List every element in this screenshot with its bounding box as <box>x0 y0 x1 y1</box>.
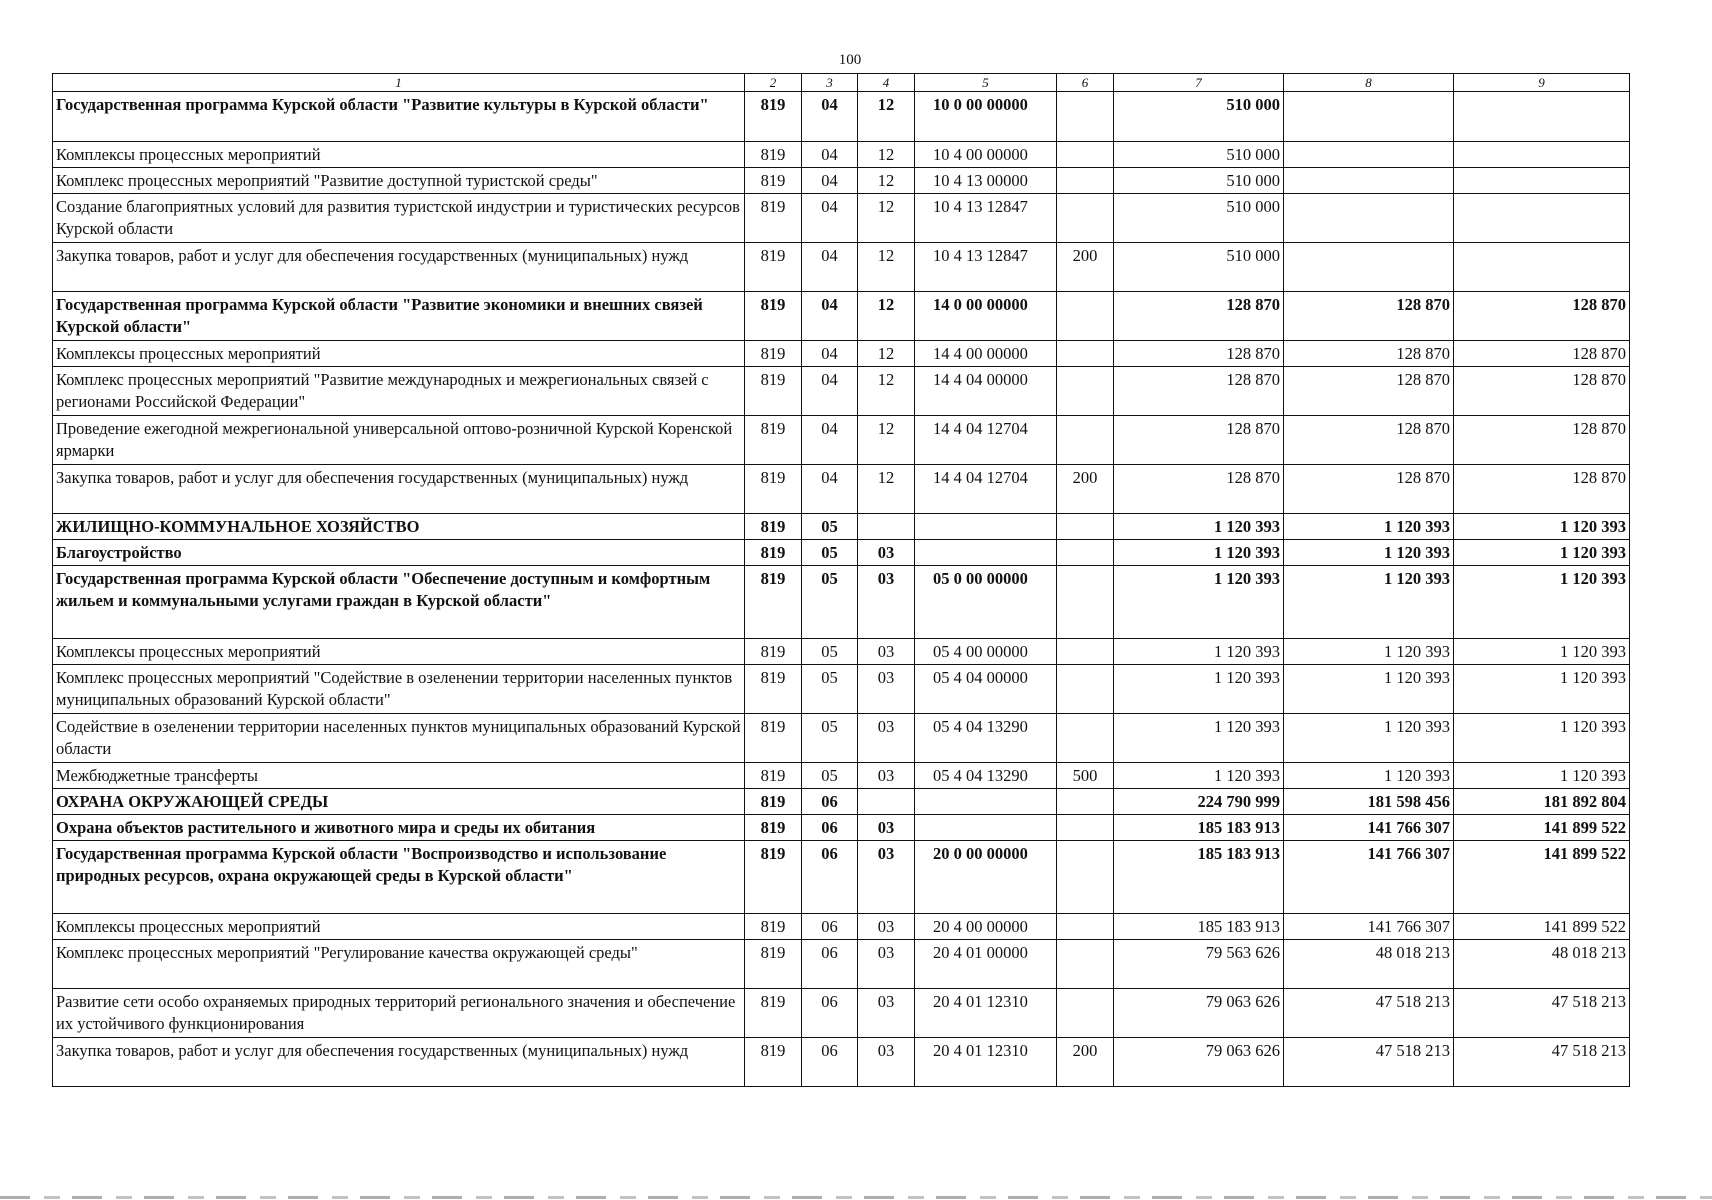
amount-col8-cell: 141 766 307 <box>1284 914 1454 940</box>
target-article-cell: 14 0 00 00000 <box>915 292 1057 341</box>
admin-code-cell: 819 <box>745 292 802 341</box>
admin-code-cell: 819 <box>745 815 802 841</box>
admin-code-cell: 819 <box>745 763 802 789</box>
admin-code-cell: 819 <box>745 989 802 1038</box>
admin-code-cell: 819 <box>745 639 802 665</box>
expense-type-cell <box>1057 416 1114 465</box>
expense-type-cell <box>1057 194 1114 243</box>
amount-col8-cell: 128 870 <box>1284 341 1454 367</box>
section-code-cell: 06 <box>802 989 858 1038</box>
amount-col8-cell: 128 870 <box>1284 292 1454 341</box>
amount-col8-cell: 47 518 213 <box>1284 1038 1454 1087</box>
amount-col9-cell: 128 870 <box>1454 341 1630 367</box>
target-article-cell: 20 4 01 00000 <box>915 940 1057 989</box>
amount-col9-cell: 1 120 393 <box>1454 540 1630 566</box>
section-code-cell: 05 <box>802 639 858 665</box>
amount-col8-cell: 1 120 393 <box>1284 514 1454 540</box>
expense-type-cell: 500 <box>1057 763 1114 789</box>
subsection-code-cell: 03 <box>858 815 915 841</box>
subsection-code-cell: 03 <box>858 914 915 940</box>
row-name-cell: Государственная программа Курской области "Обеспечение доступным и комфортным жильем и коммунальными услугами граждан в Курской области" <box>53 566 745 639</box>
section-code-cell: 04 <box>802 243 858 292</box>
target-article-cell: 10 0 00 00000 <box>915 92 1057 142</box>
target-article-cell <box>915 514 1057 540</box>
target-article-cell: 05 0 00 00000 <box>915 566 1057 639</box>
section-code-cell: 06 <box>802 940 858 989</box>
section-code-cell: 05 <box>802 540 858 566</box>
table-row <box>53 243 1630 292</box>
row-name-cell: Государственная программа Курской области "Развитие культуры в Курской области" <box>53 92 745 142</box>
amount-col8-cell <box>1284 92 1454 142</box>
admin-code-cell: 819 <box>745 142 802 168</box>
section-code-cell: 04 <box>802 168 858 194</box>
amount-col7-cell: 79 563 626 <box>1114 940 1284 989</box>
amount-col8-cell: 141 766 307 <box>1284 841 1454 914</box>
table-row <box>53 540 1630 566</box>
admin-code-cell: 819 <box>745 92 802 142</box>
admin-code-cell: 819 <box>745 940 802 989</box>
amount-col9-cell: 128 870 <box>1454 416 1630 465</box>
page-number: 100 <box>838 52 862 68</box>
subsection-code-cell: 12 <box>858 465 915 514</box>
section-code-cell: 04 <box>802 92 858 142</box>
expense-type-cell: 200 <box>1057 465 1114 514</box>
amount-col9-cell: 181 892 804 <box>1454 789 1630 815</box>
amount-col8-cell <box>1284 194 1454 243</box>
header-cell: 9 <box>1454 74 1630 92</box>
amount-col7-cell: 128 870 <box>1114 341 1284 367</box>
table-row <box>53 367 1630 416</box>
table-row <box>53 465 1630 514</box>
table-row <box>53 914 1630 940</box>
target-article-cell: 05 4 04 13290 <box>915 763 1057 789</box>
amount-col7-cell: 1 120 393 <box>1114 540 1284 566</box>
table-row <box>53 341 1630 367</box>
table-row <box>53 714 1630 763</box>
amount-col9-cell: 1 120 393 <box>1454 566 1630 639</box>
row-name-cell: Комплекс процессных мероприятий "Развитие доступной туристской среды" <box>53 168 745 194</box>
row-name-cell: Государственная программа Курской области "Воспроизводство и использование природных ресурсов, охрана окружающей среды в Курской области" <box>53 841 745 914</box>
amount-col9-cell <box>1454 168 1630 194</box>
amount-col9-cell <box>1454 92 1630 142</box>
row-name-cell: Комплекс процессных мероприятий "Регулирование качества окружающей среды" <box>53 940 745 989</box>
subsection-code-cell: 03 <box>858 940 915 989</box>
amount-col8-cell: 1 120 393 <box>1284 566 1454 639</box>
row-name-cell: Комплексы процессных мероприятий <box>53 639 745 665</box>
expense-type-cell <box>1057 940 1114 989</box>
section-code-cell: 06 <box>802 815 858 841</box>
row-name-cell: Благоустройство <box>53 540 745 566</box>
target-article-cell: 14 4 04 00000 <box>915 367 1057 416</box>
section-code-cell: 04 <box>802 341 858 367</box>
target-article-cell: 10 4 13 12847 <box>915 194 1057 243</box>
admin-code-cell: 819 <box>745 914 802 940</box>
amount-col9-cell: 47 518 213 <box>1454 989 1630 1038</box>
table-row <box>53 639 1630 665</box>
target-article-cell: 05 4 04 00000 <box>915 665 1057 714</box>
amount-col8-cell <box>1284 168 1454 194</box>
header-cell: 2 <box>745 74 802 92</box>
amount-col8-cell: 128 870 <box>1284 465 1454 514</box>
admin-code-cell: 819 <box>745 465 802 514</box>
target-article-cell: 05 4 00 00000 <box>915 639 1057 665</box>
subsection-code-cell: 03 <box>858 763 915 789</box>
expense-type-cell <box>1057 514 1114 540</box>
expense-type-cell <box>1057 540 1114 566</box>
row-name-cell: Закупка товаров, работ и услуг для обеспечения государственных (муниципальных) нужд <box>53 465 745 514</box>
header-cell: 1 <box>53 74 745 92</box>
amount-col9-cell: 128 870 <box>1454 465 1630 514</box>
section-code-cell: 04 <box>802 367 858 416</box>
row-name-cell: Проведение ежегодной межрегиональной универсальной оптово-розничной Курской Коренской ярмарки <box>53 416 745 465</box>
row-name-cell: Комплексы процессных мероприятий <box>53 914 745 940</box>
amount-col9-cell: 128 870 <box>1454 292 1630 341</box>
amount-col7-cell: 1 120 393 <box>1114 763 1284 789</box>
admin-code-cell: 819 <box>745 341 802 367</box>
expense-type-cell: 200 <box>1057 243 1114 292</box>
section-code-cell: 04 <box>802 416 858 465</box>
amount-col9-cell: 1 120 393 <box>1454 714 1630 763</box>
admin-code-cell: 819 <box>745 714 802 763</box>
subsection-code-cell <box>858 789 915 815</box>
admin-code-cell: 819 <box>745 665 802 714</box>
amount-col7-cell: 128 870 <box>1114 465 1284 514</box>
target-article-cell: 14 4 04 12704 <box>915 416 1057 465</box>
subsection-code-cell: 03 <box>858 566 915 639</box>
table-row <box>53 815 1630 841</box>
target-article-cell: 10 4 13 12847 <box>915 243 1057 292</box>
table-row <box>53 92 1630 142</box>
target-article-cell: 20 4 01 12310 <box>915 989 1057 1038</box>
subsection-code-cell: 12 <box>858 243 915 292</box>
amount-col8-cell: 128 870 <box>1284 367 1454 416</box>
amount-col7-cell: 185 183 913 <box>1114 815 1284 841</box>
target-article-cell <box>915 789 1057 815</box>
subsection-code-cell: 12 <box>858 168 915 194</box>
table-row <box>53 789 1630 815</box>
expense-type-cell <box>1057 914 1114 940</box>
amount-col9-cell <box>1454 243 1630 292</box>
table-row <box>53 665 1630 714</box>
amount-col7-cell: 510 000 <box>1114 142 1284 168</box>
table-row <box>53 566 1630 639</box>
amount-col7-cell: 510 000 <box>1114 194 1284 243</box>
row-name-cell: Государственная программа Курской области "Развитие экономики и внешних связей Курской области" <box>53 292 745 341</box>
budget-table <box>52 73 1630 1087</box>
row-name-cell: ОХРАНА ОКРУЖАЮЩЕЙ СРЕДЫ <box>53 789 745 815</box>
row-name-cell: Комплекс процессных мероприятий "Развитие международных и межрегиональных связей с регионами Российской Федерации" <box>53 367 745 416</box>
expense-type-cell <box>1057 639 1114 665</box>
table-row <box>53 763 1630 789</box>
section-code-cell: 05 <box>802 763 858 789</box>
amount-col7-cell: 1 120 393 <box>1114 714 1284 763</box>
target-article-cell <box>915 815 1057 841</box>
expense-type-cell <box>1057 665 1114 714</box>
amount-col9-cell: 1 120 393 <box>1454 665 1630 714</box>
section-code-cell: 05 <box>802 665 858 714</box>
subsection-code-cell: 03 <box>858 714 915 763</box>
admin-code-cell: 819 <box>745 243 802 292</box>
amount-col7-cell: 79 063 626 <box>1114 989 1284 1038</box>
amount-col9-cell: 141 899 522 <box>1454 914 1630 940</box>
section-code-cell: 05 <box>802 714 858 763</box>
amount-col8-cell: 1 120 393 <box>1284 639 1454 665</box>
subsection-code-cell: 12 <box>858 142 915 168</box>
subsection-code-cell: 12 <box>858 194 915 243</box>
section-code-cell: 05 <box>802 514 858 540</box>
row-name-cell: Комплекс процессных мероприятий "Содействие в озеленении территории населенных пунктов муниципальных образований Курской области" <box>53 665 745 714</box>
expense-type-cell <box>1057 789 1114 815</box>
amount-col9-cell <box>1454 194 1630 243</box>
section-code-cell: 06 <box>802 789 858 815</box>
header-cell: 7 <box>1114 74 1284 92</box>
admin-code-cell: 819 <box>745 194 802 243</box>
amount-col7-cell: 1 120 393 <box>1114 514 1284 540</box>
amount-col9-cell: 47 518 213 <box>1454 1038 1630 1087</box>
amount-col7-cell: 185 183 913 <box>1114 914 1284 940</box>
table-row <box>53 142 1630 168</box>
admin-code-cell: 819 <box>745 168 802 194</box>
header-cell: 4 <box>858 74 915 92</box>
expense-type-cell <box>1057 714 1114 763</box>
row-name-cell: Охрана объектов растительного и животного мира и среды их обитания <box>53 815 745 841</box>
row-name-cell: ЖИЛИЩНО-КОММУНАЛЬНОЕ ХОЗЯЙСТВО <box>53 514 745 540</box>
expense-type-cell <box>1057 367 1114 416</box>
target-article-cell: 20 4 00 00000 <box>915 914 1057 940</box>
table-row <box>53 1038 1630 1087</box>
amount-col8-cell: 1 120 393 <box>1284 763 1454 789</box>
row-name-cell: Закупка товаров, работ и услуг для обеспечения государственных (муниципальных) нужд <box>53 1038 745 1087</box>
subsection-code-cell: 12 <box>858 341 915 367</box>
expense-type-cell <box>1057 341 1114 367</box>
amount-col7-cell: 224 790 999 <box>1114 789 1284 815</box>
amount-col7-cell: 510 000 <box>1114 243 1284 292</box>
amount-col8-cell <box>1284 142 1454 168</box>
table-row <box>53 292 1630 341</box>
amount-col7-cell: 1 120 393 <box>1114 639 1284 665</box>
amount-col7-cell: 510 000 <box>1114 168 1284 194</box>
table-row <box>53 514 1630 540</box>
row-name-cell: Закупка товаров, работ и услуг для обеспечения государственных (муниципальных) нужд <box>53 243 745 292</box>
section-code-cell: 04 <box>802 194 858 243</box>
expense-type-cell <box>1057 292 1114 341</box>
table-row <box>53 416 1630 465</box>
header-cell: 8 <box>1284 74 1454 92</box>
amount-col9-cell: 1 120 393 <box>1454 763 1630 789</box>
row-name-cell: Межбюджетные трансферты <box>53 763 745 789</box>
row-name-cell: Развитие сети особо охраняемых природных территорий регионального значения и обеспечение их устойчивого функционирования <box>53 989 745 1038</box>
section-code-cell: 06 <box>802 1038 858 1087</box>
admin-code-cell: 819 <box>745 1038 802 1087</box>
section-code-cell: 04 <box>802 142 858 168</box>
target-article-cell: 20 4 01 12310 <box>915 1038 1057 1087</box>
subsection-code-cell: 03 <box>858 639 915 665</box>
subsection-code-cell: 03 <box>858 989 915 1038</box>
expense-type-cell <box>1057 92 1114 142</box>
amount-col8-cell: 141 766 307 <box>1284 815 1454 841</box>
admin-code-cell: 819 <box>745 566 802 639</box>
subsection-code-cell: 03 <box>858 540 915 566</box>
table-row <box>53 989 1630 1038</box>
amount-col9-cell: 141 899 522 <box>1454 815 1630 841</box>
header-cell: 5 <box>915 74 1057 92</box>
expense-type-cell <box>1057 815 1114 841</box>
amount-col7-cell: 128 870 <box>1114 416 1284 465</box>
table-row <box>53 168 1630 194</box>
amount-col7-cell: 79 063 626 <box>1114 1038 1284 1087</box>
admin-code-cell: 819 <box>745 416 802 465</box>
amount-col9-cell: 141 899 522 <box>1454 841 1630 914</box>
amount-col7-cell: 128 870 <box>1114 367 1284 416</box>
target-article-cell: 20 0 00 00000 <box>915 841 1057 914</box>
amount-col9-cell: 1 120 393 <box>1454 514 1630 540</box>
admin-code-cell: 819 <box>745 367 802 416</box>
expense-type-cell <box>1057 841 1114 914</box>
admin-code-cell: 819 <box>745 841 802 914</box>
amount-col8-cell: 47 518 213 <box>1284 989 1454 1038</box>
header-cell: 3 <box>802 74 858 92</box>
expense-type-cell <box>1057 168 1114 194</box>
section-code-cell: 04 <box>802 292 858 341</box>
subsection-code-cell: 12 <box>858 92 915 142</box>
target-article-cell: 14 4 04 12704 <box>915 465 1057 514</box>
table-row <box>53 194 1630 243</box>
amount-col8-cell: 1 120 393 <box>1284 665 1454 714</box>
amount-col9-cell: 48 018 213 <box>1454 940 1630 989</box>
row-name-cell: Содействие в озеленении территории населенных пунктов муниципальных образований Курской области <box>53 714 745 763</box>
subsection-code-cell: 12 <box>858 292 915 341</box>
table-row <box>53 841 1630 914</box>
row-name-cell: Создание благоприятных условий для развития туристской индустрии и туристических ресурсов Курской области <box>53 194 745 243</box>
amount-col9-cell: 128 870 <box>1454 367 1630 416</box>
expense-type-cell <box>1057 142 1114 168</box>
row-name-cell: Комплексы процессных мероприятий <box>53 142 745 168</box>
target-article-cell: 10 4 00 00000 <box>915 142 1057 168</box>
expense-type-cell: 200 <box>1057 1038 1114 1087</box>
target-article-cell: 14 4 00 00000 <box>915 341 1057 367</box>
subsection-code-cell: 03 <box>858 1038 915 1087</box>
subsection-code-cell <box>858 514 915 540</box>
amount-col8-cell: 48 018 213 <box>1284 940 1454 989</box>
admin-code-cell: 819 <box>745 540 802 566</box>
header-cell: 6 <box>1057 74 1114 92</box>
target-article-cell: 10 4 13 00000 <box>915 168 1057 194</box>
subsection-code-cell: 03 <box>858 665 915 714</box>
section-code-cell: 04 <box>802 465 858 514</box>
scan-edge-line <box>0 1196 1712 1199</box>
column-number-header <box>53 74 1630 92</box>
target-article-cell <box>915 540 1057 566</box>
subsection-code-cell: 12 <box>858 367 915 416</box>
amount-col8-cell: 1 120 393 <box>1284 540 1454 566</box>
amount-col8-cell: 181 598 456 <box>1284 789 1454 815</box>
expense-type-cell <box>1057 566 1114 639</box>
target-article-cell: 05 4 04 13290 <box>915 714 1057 763</box>
amount-col7-cell: 1 120 393 <box>1114 665 1284 714</box>
amount-col9-cell <box>1454 142 1630 168</box>
expense-type-cell <box>1057 989 1114 1038</box>
table-row <box>53 940 1630 989</box>
subsection-code-cell: 12 <box>858 416 915 465</box>
section-code-cell: 06 <box>802 914 858 940</box>
amount-col9-cell: 1 120 393 <box>1454 639 1630 665</box>
row-name-cell: Комплексы процессных мероприятий <box>53 341 745 367</box>
amount-col7-cell: 510 000 <box>1114 92 1284 142</box>
admin-code-cell: 819 <box>745 514 802 540</box>
amount-col7-cell: 128 870 <box>1114 292 1284 341</box>
amount-col7-cell: 185 183 913 <box>1114 841 1284 914</box>
amount-col7-cell: 1 120 393 <box>1114 566 1284 639</box>
subsection-code-cell: 03 <box>858 841 915 914</box>
amount-col8-cell <box>1284 243 1454 292</box>
amount-col8-cell: 128 870 <box>1284 416 1454 465</box>
section-code-cell: 06 <box>802 841 858 914</box>
section-code-cell: 05 <box>802 566 858 639</box>
admin-code-cell: 819 <box>745 789 802 815</box>
amount-col8-cell: 1 120 393 <box>1284 714 1454 763</box>
